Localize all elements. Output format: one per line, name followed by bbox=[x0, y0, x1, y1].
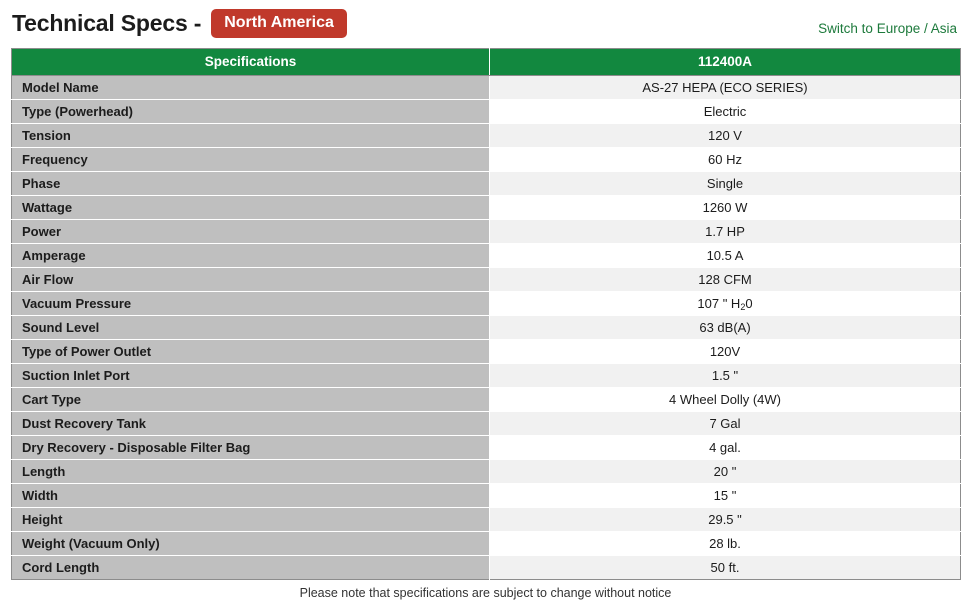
column-header-model: 112400A bbox=[490, 49, 961, 76]
spec-label: Frequency bbox=[12, 148, 490, 172]
spec-label: Model Name bbox=[12, 76, 490, 100]
spec-label: Cord Length bbox=[12, 556, 490, 580]
specs-table-head bbox=[12, 49, 961, 76]
spec-value: 29.5 " bbox=[490, 508, 961, 532]
spec-value: 50 ft. bbox=[490, 556, 961, 580]
table-row bbox=[12, 412, 961, 436]
spec-value: 128 CFM bbox=[490, 268, 961, 292]
table-row bbox=[12, 364, 961, 388]
spec-label: Tension bbox=[12, 124, 490, 148]
table-row bbox=[12, 76, 961, 100]
table-header-row bbox=[12, 49, 961, 76]
column-header-specifications: Specifications bbox=[12, 49, 490, 76]
table-row bbox=[12, 508, 961, 532]
spec-value: 120 V bbox=[490, 124, 961, 148]
spec-value: 20 " bbox=[490, 460, 961, 484]
spec-label: Cart Type bbox=[12, 388, 490, 412]
spec-value: 63 dB(A) bbox=[490, 316, 961, 340]
specs-table-wrapper bbox=[0, 48, 971, 580]
switch-region-link[interactable]: Switch to Europe / Asia bbox=[818, 21, 957, 36]
spec-label: Wattage bbox=[12, 196, 490, 220]
table-row bbox=[12, 172, 961, 196]
specs-table-body bbox=[12, 76, 961, 580]
spec-value: 4 Wheel Dolly (4W) bbox=[490, 388, 961, 412]
spec-label: Length bbox=[12, 460, 490, 484]
table-row bbox=[12, 292, 961, 316]
table-row bbox=[12, 532, 961, 556]
table-row bbox=[12, 244, 961, 268]
region-badge: North America bbox=[211, 9, 347, 38]
table-row bbox=[12, 316, 961, 340]
page-header bbox=[0, 0, 971, 48]
spec-label: Sound Level bbox=[12, 316, 490, 340]
table-row bbox=[12, 148, 961, 172]
table-row bbox=[12, 124, 961, 148]
spec-value: Single bbox=[490, 172, 961, 196]
title-row bbox=[12, 4, 959, 38]
spec-label: Dust Recovery Tank bbox=[12, 412, 490, 436]
spec-value: AS-27 HEPA (ECO SERIES) bbox=[490, 76, 961, 100]
table-row bbox=[12, 436, 961, 460]
spec-label: Type of Power Outlet bbox=[12, 340, 490, 364]
spec-value: 1.5 " bbox=[490, 364, 961, 388]
spec-value: 7 Gal bbox=[490, 412, 961, 436]
spec-value: Electric bbox=[490, 100, 961, 124]
spec-label: Air Flow bbox=[12, 268, 490, 292]
spec-value: 4 gal. bbox=[490, 436, 961, 460]
table-row bbox=[12, 460, 961, 484]
spec-label: Vacuum Pressure bbox=[12, 292, 490, 316]
page-title: Technical Specs - bbox=[12, 10, 202, 36]
spec-value: 60 Hz bbox=[490, 148, 961, 172]
spec-label: Type (Powerhead) bbox=[12, 100, 490, 124]
spec-value: 28 lb. bbox=[490, 532, 961, 556]
spec-label: Suction Inlet Port bbox=[12, 364, 490, 388]
footnote: Please note that specifications are subject to change without notice bbox=[299, 586, 672, 600]
spec-label: Weight (Vacuum Only) bbox=[12, 532, 490, 556]
spec-label: Phase bbox=[12, 172, 490, 196]
spec-label: Width bbox=[12, 484, 490, 508]
table-row bbox=[12, 484, 961, 508]
specs-table bbox=[11, 48, 961, 580]
spec-value: 10.5 A bbox=[490, 244, 961, 268]
table-row bbox=[12, 196, 961, 220]
table-row bbox=[12, 556, 961, 580]
table-row bbox=[12, 268, 961, 292]
spec-label: Height bbox=[12, 508, 490, 532]
table-row bbox=[12, 388, 961, 412]
spec-value: 1.7 HP bbox=[490, 220, 961, 244]
spec-label: Amperage bbox=[12, 244, 490, 268]
table-row bbox=[12, 100, 961, 124]
spec-label: Power bbox=[12, 220, 490, 244]
spec-value: 1260 W bbox=[490, 196, 961, 220]
spec-value: 120V bbox=[490, 340, 961, 364]
spec-label: Dry Recovery - Disposable Filter Bag bbox=[12, 436, 490, 460]
table-row bbox=[12, 340, 961, 364]
spec-value: 107 " $H_20$ bbox=[490, 292, 961, 316]
table-row bbox=[12, 220, 961, 244]
spec-value: 15 " bbox=[490, 484, 961, 508]
